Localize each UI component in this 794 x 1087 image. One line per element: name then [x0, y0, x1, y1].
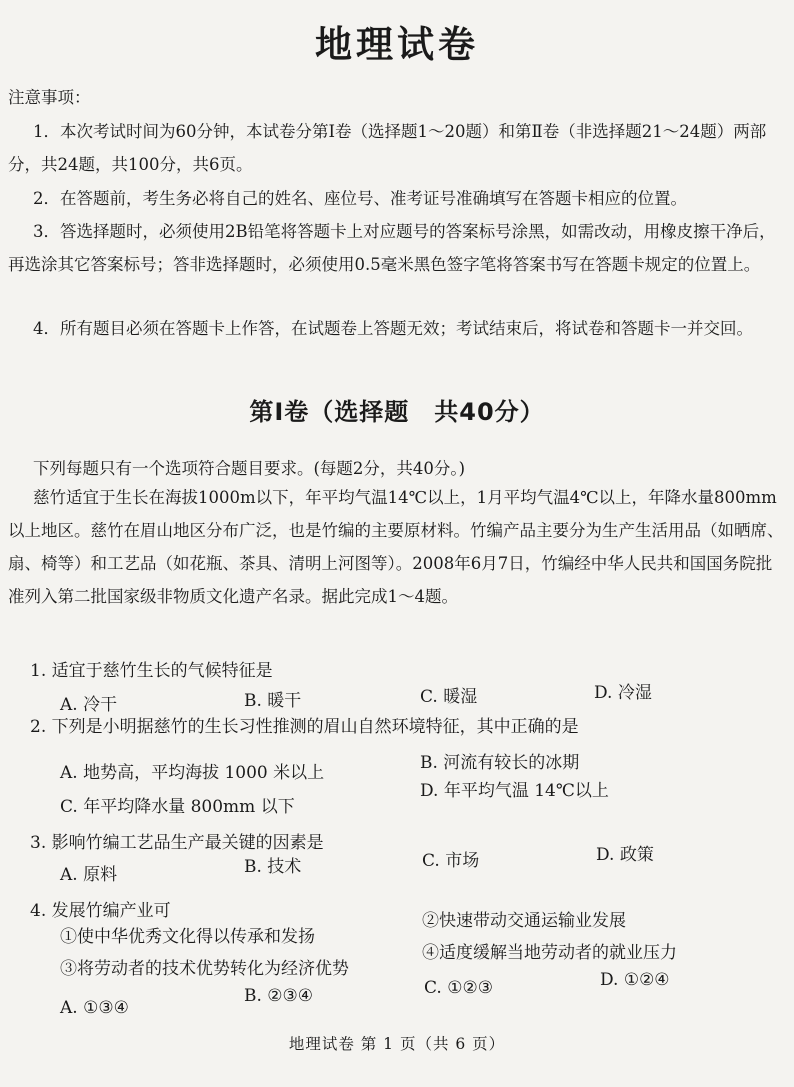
- note-item-4: 4．所有题目必须在答题卡上作答，在试题卷上答题无效；考试结束后，将试卷和答题卡一并交回。: [33, 319, 753, 338]
- section-title: 第Ⅰ卷（选择题 共40分）: [249, 398, 545, 426]
- question-2-option-b: B. 河流有较长的冰期: [420, 753, 580, 773]
- question-4-option-d: D. ①②④: [600, 970, 670, 990]
- question-2-option-a: A. 地势高，平均海拔 1000 米以上: [60, 763, 325, 783]
- page-footer: 地理试卷 第 1 页（共 6 页）: [288, 1035, 506, 1053]
- question-2-option-c: C. 年平均降水量 800mm 以下: [60, 797, 295, 817]
- question-3-option-a: A. 原料: [60, 865, 118, 885]
- notes-heading: 注意事项：: [8, 88, 91, 107]
- question-1-option-c: C. 暖湿: [420, 687, 478, 707]
- question-4-statement-1: ①使中华优秀文化得以传承和发扬: [60, 927, 315, 947]
- question-1-option-a: A. 冷干: [60, 695, 118, 715]
- question-3-option-b: B. 技术: [244, 857, 302, 877]
- question-4-statement-3: ③将劳动者的技术优势转化为经济优势: [60, 959, 349, 979]
- note-item-1: 1．本次考试时间为60分钟，本试卷分第Ⅰ卷（选择题1～20题）和第Ⅱ卷（非选择题21～24题）两部分，共24题，共100分，共6页。: [8, 122, 767, 174]
- section-instruction: 下列每题只有一个选项符合题目要求。(每题2分，共40分。): [33, 459, 466, 478]
- question-2-option-d: D. 年平均气温 14℃以上: [420, 781, 609, 801]
- reading-passage: 慈竹适宜于生长在海拔1000m以下，年平均气温14℃以上，1月平均气温4℃以上，年降水量800mm以上地区。慈竹在眉山地区分布广泛，也是竹编的主要原材料。竹编产品主要分为生产生活用品（如晒席、扇、椅等）和工艺品（如花瓶、茶具、清明上河图等）。2008年6月7日，竹编经中华人民共和国国务院批准列入第二批国家级非物质文化遗产名录。据此完成1～4题。: [8, 488, 784, 606]
- question-4-statement-4: ④适度缓解当地劳动者的就业压力: [422, 943, 677, 963]
- page-title: 地理试卷: [315, 23, 479, 66]
- question-1-stem: 1. 适宜于慈竹生长的气候特征是: [30, 661, 273, 681]
- question-1-option-b: B. 暖干: [244, 691, 302, 711]
- question-3-stem: 3. 影响竹编工艺品生产最关键的因素是: [30, 833, 324, 853]
- question-4-option-b: B. ②③④: [244, 986, 314, 1006]
- note-item-2: 2．在答题前，考生务必将自己的姓名、座位号、准考证号准确填写在答题卡相应的位置。: [33, 189, 687, 208]
- question-3-option-d: D. 政策: [596, 845, 654, 865]
- note-item-3: 3．答选择题时，必须使用2B铅笔将答题卡上对应题号的答案标号涂黑，如需改动，用橡皮擦干净后，再选涂其它答案标号；答非选择题时，必须使用0.5毫米黑色签字笔将答案书写在答题卡规定的位置上。: [8, 222, 776, 274]
- question-4-statement-2: ②快速带动交通运输业发展: [422, 911, 626, 931]
- question-2-stem: 2. 下列是小明据慈竹的生长习性推测的眉山自然环境特征，其中正确的是: [30, 717, 579, 737]
- question-4-option-c: C. ①②③: [424, 978, 493, 998]
- question-4-option-a: A. ①③④: [60, 998, 129, 1018]
- question-4-stem: 4. 发展竹编产业可: [30, 901, 171, 921]
- question-1-option-d: D. 冷湿: [594, 683, 652, 703]
- question-3-option-c: C. 市场: [422, 851, 480, 871]
